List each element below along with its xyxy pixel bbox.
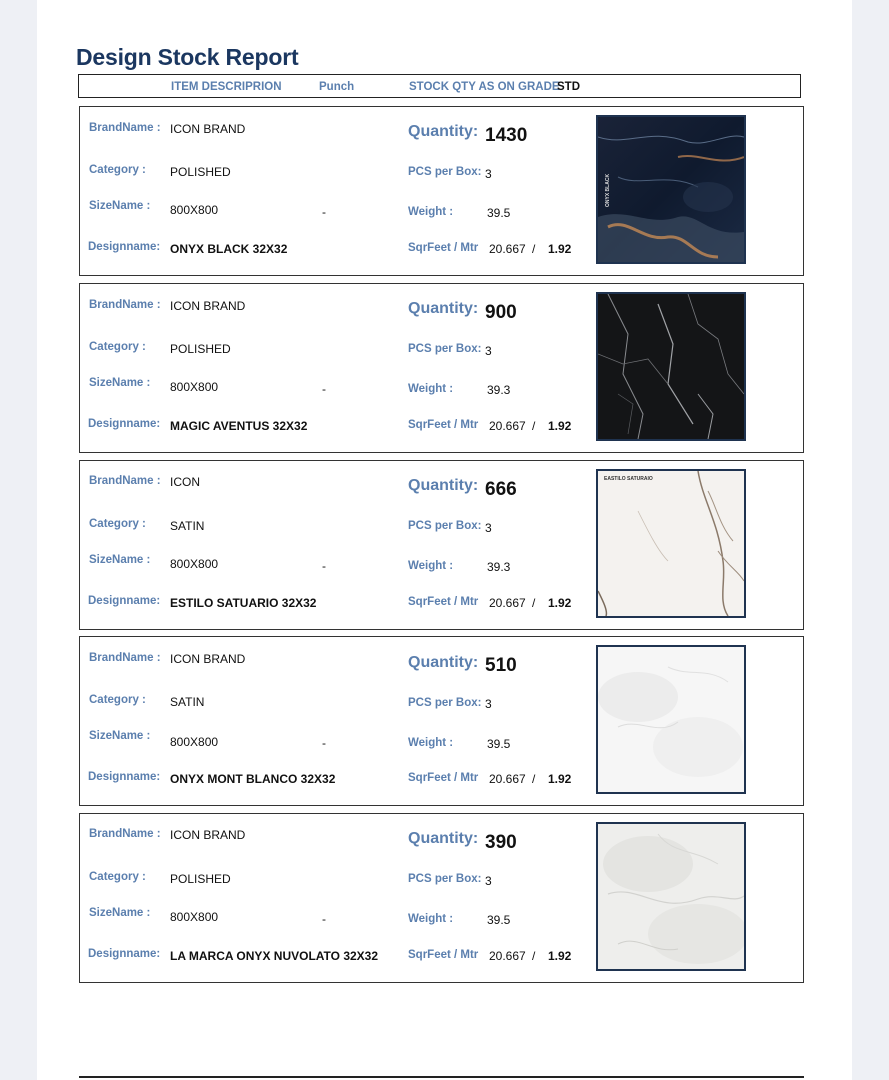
mtr-value: 1.92 (548, 596, 572, 610)
punch-value: - (322, 205, 326, 219)
quantity-label: Quantity: (408, 477, 479, 494)
size-value: 800X800 (170, 380, 219, 394)
punch-value: - (322, 736, 326, 750)
punch-value: - (322, 912, 326, 926)
size-label: SizeName : (89, 907, 151, 919)
tile-image-estilo-satuario (596, 469, 746, 618)
size-label: SizeName : (89, 377, 151, 389)
category-label: Category : (89, 871, 146, 883)
weight-value: 39.5 (487, 913, 511, 927)
mtr-value: 1.92 (548, 419, 572, 433)
mtr-value: 1.92 (548, 772, 572, 786)
tile-image-label: EASTILO SATURAIO (604, 476, 653, 482)
sqft-separator: / (532, 419, 536, 433)
pcs-label: PCS per Box: (408, 520, 482, 532)
brand-label: BrandName : (89, 299, 161, 311)
sqft-separator: / (532, 772, 536, 786)
tile-image-label: ONYX BLACK (605, 173, 611, 207)
size-label: SizeName : (89, 730, 151, 742)
design-label: Designname: (88, 241, 161, 253)
sqft-label: SqrFeet / Mtr (408, 949, 479, 961)
footer-rule (79, 1076, 804, 1078)
quantity-label: Quantity: (408, 300, 479, 317)
report-title: Design Stock Report (76, 44, 299, 70)
design-label: Designname: (88, 595, 161, 607)
pcs-value: 3 (485, 521, 492, 535)
brand-label: BrandName : (89, 652, 161, 664)
quantity-label: Quantity: (408, 654, 479, 671)
size-label: SizeName : (89, 554, 151, 566)
header-item-description: ITEM DESCRIPRION (171, 81, 282, 93)
pcs-label: PCS per Box: (408, 873, 482, 885)
stock-item-card (79, 813, 804, 983)
column-header-row (78, 74, 801, 98)
brand-value: ICON BRAND (170, 299, 246, 313)
weight-label: Weight : (408, 560, 454, 572)
sqft-separator: / (532, 596, 536, 610)
brand-label: BrandName : (89, 122, 161, 134)
weight-label: Weight : (408, 913, 454, 925)
sqft-label: SqrFeet / Mtr (408, 419, 479, 431)
report-page (37, 0, 852, 1080)
header-grade: STD (557, 81, 580, 93)
brand-label: BrandName : (89, 828, 161, 840)
pcs-value: 3 (485, 697, 492, 711)
size-label: SizeName : (89, 200, 151, 212)
weight-label: Weight : (408, 737, 454, 749)
stock-item-card (79, 460, 804, 630)
sqft-value: 20.667 (489, 419, 526, 433)
quantity-label: Quantity: (408, 830, 479, 847)
pcs-value: 3 (485, 874, 492, 888)
quantity-value: 666 (485, 479, 517, 500)
quantity-value: 390 (485, 832, 517, 853)
stock-item-card (79, 106, 804, 276)
design-value: LA MARCA ONYX NUVOLATO 32X32 (170, 949, 379, 963)
pcs-value: 3 (485, 167, 492, 181)
header-punch: Punch (319, 81, 355, 93)
mtr-value: 1.92 (548, 949, 572, 963)
design-value: ONYX BLACK 32X32 (170, 242, 288, 256)
weight-value: 39.3 (487, 383, 511, 397)
category-label: Category : (89, 341, 146, 353)
category-value: SATIN (170, 519, 205, 533)
design-label: Designname: (88, 771, 161, 783)
quantity-value: 1430 (485, 125, 528, 146)
design-value: MAGIC AVENTUS 32X32 (170, 419, 308, 433)
tile-image-onyx-black (596, 115, 746, 264)
size-value: 800X800 (170, 735, 219, 749)
quantity-value: 510 (485, 655, 517, 676)
sqft-value: 20.667 (489, 949, 526, 963)
sqft-separator: / (532, 949, 536, 963)
pcs-value: 3 (485, 344, 492, 358)
quantity-label: Quantity: (408, 123, 479, 140)
pcs-label: PCS per Box: (408, 343, 482, 355)
quantity-value: 900 (485, 302, 517, 323)
size-value: 800X800 (170, 557, 219, 571)
weight-label: Weight : (408, 206, 454, 218)
brand-value: ICON BRAND (170, 828, 246, 842)
design-value: ESTILO SATUARIO 32X32 (170, 596, 317, 610)
stock-item-card (79, 636, 804, 806)
tile-image-onyx-mont-blanco (596, 645, 746, 794)
sqft-value: 20.667 (489, 596, 526, 610)
design-value: ONYX MONT BLANCO 32X32 (170, 772, 336, 786)
category-label: Category : (89, 518, 146, 530)
weight-value: 39.5 (487, 737, 511, 751)
design-label: Designname: (88, 948, 161, 960)
size-value: 800X800 (170, 910, 219, 924)
pcs-label: PCS per Box: (408, 697, 482, 709)
sqft-label: SqrFeet / Mtr (408, 772, 479, 784)
category-value: POLISHED (170, 342, 231, 356)
brand-label: BrandName : (89, 475, 161, 487)
design-label: Designname: (88, 418, 161, 430)
category-value: POLISHED (170, 872, 231, 886)
brand-value: ICON BRAND (170, 652, 246, 666)
punch-value: - (322, 382, 326, 396)
size-value: 800X800 (170, 203, 219, 217)
tile-image-magic-aventus (596, 292, 746, 441)
stock-item-card (79, 283, 804, 453)
sqft-label: SqrFeet / Mtr (408, 242, 479, 254)
category-value: POLISHED (170, 165, 231, 179)
brand-value: ICON (170, 475, 200, 489)
sqft-value: 20.667 (489, 242, 526, 256)
pcs-label: PCS per Box: (408, 166, 482, 178)
sqft-value: 20.667 (489, 772, 526, 786)
category-label: Category : (89, 694, 146, 706)
punch-value: - (322, 559, 326, 573)
tile-image-la-marca-onyx-nuvolato (596, 822, 746, 971)
weight-value: 39.5 (487, 206, 511, 220)
brand-value: ICON BRAND (170, 122, 246, 136)
weight-value: 39.3 (487, 560, 511, 574)
sqft-label: SqrFeet / Mtr (408, 596, 479, 608)
mtr-value: 1.92 (548, 242, 572, 256)
category-label: Category : (89, 164, 146, 176)
weight-label: Weight : (408, 383, 454, 395)
header-stock-qty: STOCK QTY AS ON GRADE (409, 81, 560, 93)
category-value: SATIN (170, 695, 205, 709)
sqft-separator: / (532, 242, 536, 256)
